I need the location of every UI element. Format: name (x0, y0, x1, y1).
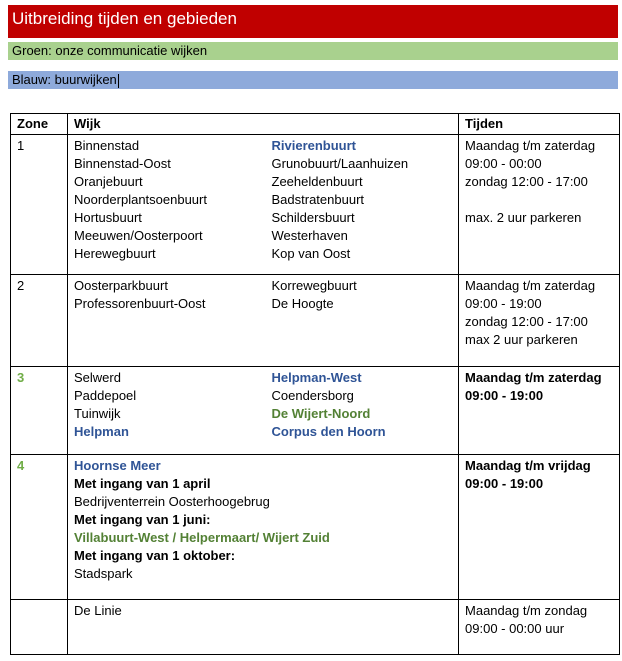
table-row (11, 275, 620, 367)
wijk-cell-merged (68, 600, 459, 655)
zone-cell (11, 600, 68, 655)
wijk-item: De Linie (74, 603, 122, 618)
wijk-cell-right (266, 367, 459, 455)
tijden-line: Maandag t/m zaterdag (465, 278, 596, 293)
wijk-item: Selwerd (74, 370, 121, 385)
wijk-cell-left (68, 275, 266, 367)
text-cursor (118, 74, 119, 88)
header-wijk: Wijk (68, 114, 459, 135)
header-tijden: Tijden (459, 114, 620, 135)
header-zone: Zone (11, 114, 68, 135)
tijden-line: 09:00 - 00:00 (465, 156, 542, 171)
wijk-item: Tuinwijk (74, 406, 121, 421)
tijden-spacer (465, 191, 613, 209)
wijk-cell-left (68, 367, 266, 455)
zone-cell: 4 (11, 455, 68, 600)
table-row (11, 135, 620, 275)
wijk-item: Kop van Oost (271, 246, 351, 261)
wijk-item-buurwijk: Hoornse Meer (74, 458, 161, 473)
wijk-item: Binnenstad (74, 138, 140, 153)
wijk-item: Bedrijventerrein Oosterhoogebrug (74, 494, 270, 509)
wijk-item-buurwijk: Rivierenbuurt (271, 138, 357, 153)
wijk-item-buurwijk: Helpman (74, 424, 129, 439)
date-heading: Met ingang van 1 oktober: (74, 548, 236, 563)
tijden-line: zondag 12:00 - 17:00 (465, 314, 588, 329)
wijk-item: Schildersbuurt (271, 210, 355, 225)
wijk-item: Coendersborg (271, 388, 354, 403)
wijk-item: Grunobuurt/Laanhuizen (271, 156, 409, 171)
tijden-line: max 2 uur parkeren (465, 332, 578, 347)
wijk-item: Herewegbuurt (74, 246, 156, 261)
wijk-item: Zeeheldenbuurt (271, 174, 363, 189)
page-title: Uitbreiding tijden en gebieden (12, 9, 237, 28)
tijden-line: Maandag t/m zondag (465, 603, 588, 618)
wijk-item: Westerhaven (271, 228, 348, 243)
wijk-item: Binnenstad-Oost (74, 156, 171, 171)
wijk-item: Professorenbuurt-Oost (74, 296, 206, 311)
wijk-item: Oosterparkbuurt (74, 278, 168, 293)
wijk-item-buurwijk: Helpman-West (271, 370, 362, 385)
tijden-line: Maandag t/m zaterdag (465, 370, 602, 385)
green-legend-band (8, 42, 618, 60)
tijden-cell (459, 275, 620, 367)
wijk-cell-right (266, 275, 459, 367)
tijden-line: 09:00 - 19:00 (465, 476, 544, 491)
zone-cell: 3 (11, 367, 68, 455)
tijden-line: 09:00 - 19:00 (465, 388, 544, 403)
wijk-item: De Hoogte (271, 296, 334, 311)
tijden-line: Maandag t/m vrijdag (465, 458, 591, 473)
tijden-cell (459, 367, 620, 455)
table-header-row (11, 114, 620, 135)
tijden-cell (459, 600, 620, 655)
title-band (8, 5, 618, 38)
date-heading: Met ingang van 1 juni: (74, 512, 211, 527)
tijden-line: zondag 12:00 - 17:00 (465, 174, 588, 189)
tijden-line: 09:00 - 00:00 uur (465, 621, 565, 636)
wijk-item: Meeuwen/Oosterpoort (74, 228, 203, 243)
wijk-item: Oranjebuurt (74, 174, 143, 189)
wijk-item: Korrewegbuurt (271, 278, 357, 293)
blue-legend-text: Blauw: buurwijken (12, 72, 117, 87)
zone-cell: 2 (11, 275, 68, 367)
wijk-item-buurwijk: Corpus den Hoorn (271, 424, 386, 439)
wijk-item-communicatie: Villabuurt-West / Helpermaart/ Wijert Zuid (74, 530, 330, 545)
date-heading: Met ingang van 1 april (74, 476, 211, 491)
zone-cell: 1 (11, 135, 68, 275)
blue-legend-band (8, 71, 618, 89)
zones-table (10, 113, 620, 655)
table-row (11, 367, 620, 455)
wijk-cell-right (266, 135, 459, 275)
table-row (11, 600, 620, 655)
wijk-cell-merged (68, 455, 459, 600)
green-legend-text: Groen: onze communicatie wijken (12, 43, 208, 58)
wijk-item: Noorderplantsoenbuurt (74, 192, 207, 207)
wijk-item: Badstratenbuurt (271, 192, 365, 207)
tijden-line: max. 2 uur parkeren (465, 210, 582, 225)
tijden-cell (459, 455, 620, 600)
wijk-item: Paddepoel (74, 388, 137, 403)
wijk-item-communicatie: De Wijert-Noord (271, 406, 371, 421)
tijden-cell (459, 135, 620, 275)
wijk-cell-left (68, 135, 266, 275)
table-row (11, 455, 620, 600)
tijden-line: 09:00 - 19:00 (465, 296, 542, 311)
wijk-item: Stadspark (74, 566, 133, 581)
wijk-item: Hortusbuurt (74, 210, 142, 225)
tijden-line: Maandag t/m zaterdag (465, 138, 596, 153)
